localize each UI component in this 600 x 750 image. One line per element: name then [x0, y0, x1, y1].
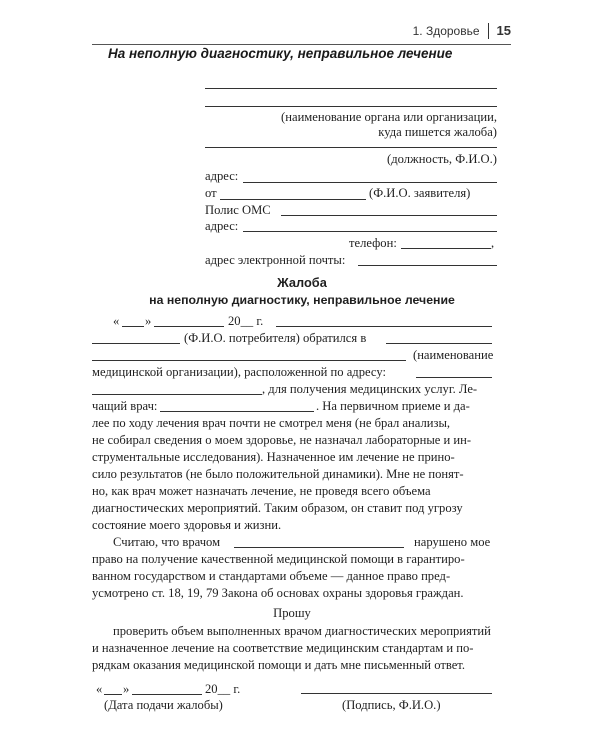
doctor-label: чащий врач: [92, 399, 158, 413]
doctor-name-line-2 [234, 547, 404, 548]
body-line-9: струментальные исследования). Назначенное им лечение не прино- [92, 450, 455, 464]
opinion-line-4: усмотрено ст. 18, 19, 79 Закона об основах охраны здоровья граждан. [92, 586, 464, 600]
address-line [243, 182, 497, 183]
org-name-line-1 [205, 88, 497, 89]
date-place-line [276, 326, 492, 327]
header-rule [92, 44, 511, 45]
applicant-line [220, 199, 366, 200]
body-line-8: не собирал сведения о моем здоровье, не назначал лабораторные и ин- [92, 433, 472, 447]
request-line-1: проверить объем выполненных врачом диагностических мероприятий [113, 624, 491, 638]
policy-line [281, 215, 497, 216]
consumer-text: (Ф.И.О. потребителя) обратился в [184, 331, 367, 345]
chapter-title: 1. Здоровье [412, 24, 480, 38]
phone-label: телефон: [349, 236, 397, 250]
phone-line [401, 248, 491, 249]
footer-day-line [104, 694, 122, 695]
body-line-11: но, как врач может назначать лечение, не проведя всего объема [92, 484, 431, 498]
footer-month-line [132, 694, 202, 695]
footer-year: 20__ г. [205, 682, 241, 696]
body-line-5: , для получения медицинских услуг. Ле- [262, 382, 478, 396]
footer-date-open-quote: « [96, 682, 103, 696]
date-close-quote: » [145, 314, 152, 328]
from-label: от [205, 186, 217, 200]
address-label: адрес: [205, 169, 239, 183]
signature-line [301, 693, 492, 694]
org-address-line [416, 377, 492, 378]
applicant-caption: (Ф.И.О. заявителя) [369, 186, 471, 200]
date-year: 20__ г. [228, 314, 264, 328]
email-label: адрес электронной почты: [205, 253, 346, 267]
phone-comma: , [491, 236, 495, 250]
address-label-2: адрес: [205, 219, 239, 233]
page-number: 15 [488, 23, 511, 39]
day-line [122, 326, 144, 327]
org-address-line-2 [92, 394, 262, 395]
org-name-body-line [92, 360, 406, 361]
document-title: Жалоба [277, 275, 327, 290]
org-caption: (наименование органа или организации, [281, 110, 497, 124]
doctor-name-line [160, 411, 314, 412]
policy-label: Полис ОМС [205, 203, 271, 217]
body-line-12: диагностических мероприятий. Таким образом, он ставит под угрозу [92, 501, 463, 515]
date-caption: (Дата подачи жалобы) [104, 698, 223, 712]
consumer-name-line [92, 343, 180, 344]
document-subtitle: на неполную диагностику, неправильное лечение [149, 293, 455, 307]
body-line-10: сило результатов (не было положительной динамики). Мне не понят- [92, 467, 464, 481]
opinion-start: Считаю, что врачом [113, 535, 221, 549]
request-line-2: и назначенное лечение на соответствие медицинским стандартам и по- [92, 641, 474, 655]
running-header [413, 20, 511, 42]
footer-date-close-quote: » [123, 682, 130, 696]
signature-caption: (Подпись, Ф.И.О.) [342, 698, 441, 712]
opinion-line-3: ванном государством и стандартами объеме — данное право пред- [92, 569, 451, 583]
address-line-2 [243, 231, 497, 232]
position-caption: (должность, Ф.И.О.) [387, 152, 497, 166]
position-line [205, 147, 497, 148]
body-line-7: лее по ходу лечения врач почти не смотрел меня (не брал анализы, [92, 416, 451, 430]
date-open-quote: « [113, 314, 120, 328]
org-caption-2: куда пишется жалоба) [378, 125, 497, 139]
org-name-line-2 [205, 106, 497, 107]
body-line-6-end: . На первичном приеме и да- [316, 399, 470, 413]
org-name-caption: (наименование [413, 348, 494, 362]
month-line [154, 326, 224, 327]
email-line [358, 265, 497, 266]
opinion-end: нарушено мое [414, 535, 491, 549]
opinion-line-2: право на получение качественной медицинской помощи в гарантиро- [92, 552, 465, 566]
org-to-line [386, 343, 492, 344]
request-line-3: рядкам оказания медицинской помощи и дать мне письменный ответ. [92, 658, 465, 672]
section-title: На неполную диагностику, неправильное лечение [108, 46, 453, 61]
request-heading: Прошу [273, 606, 311, 620]
body-line-4: медицинской организации), расположенной по адресу: [92, 365, 386, 379]
body-line-13: состояние моего здоровья и жизни. [92, 518, 282, 532]
